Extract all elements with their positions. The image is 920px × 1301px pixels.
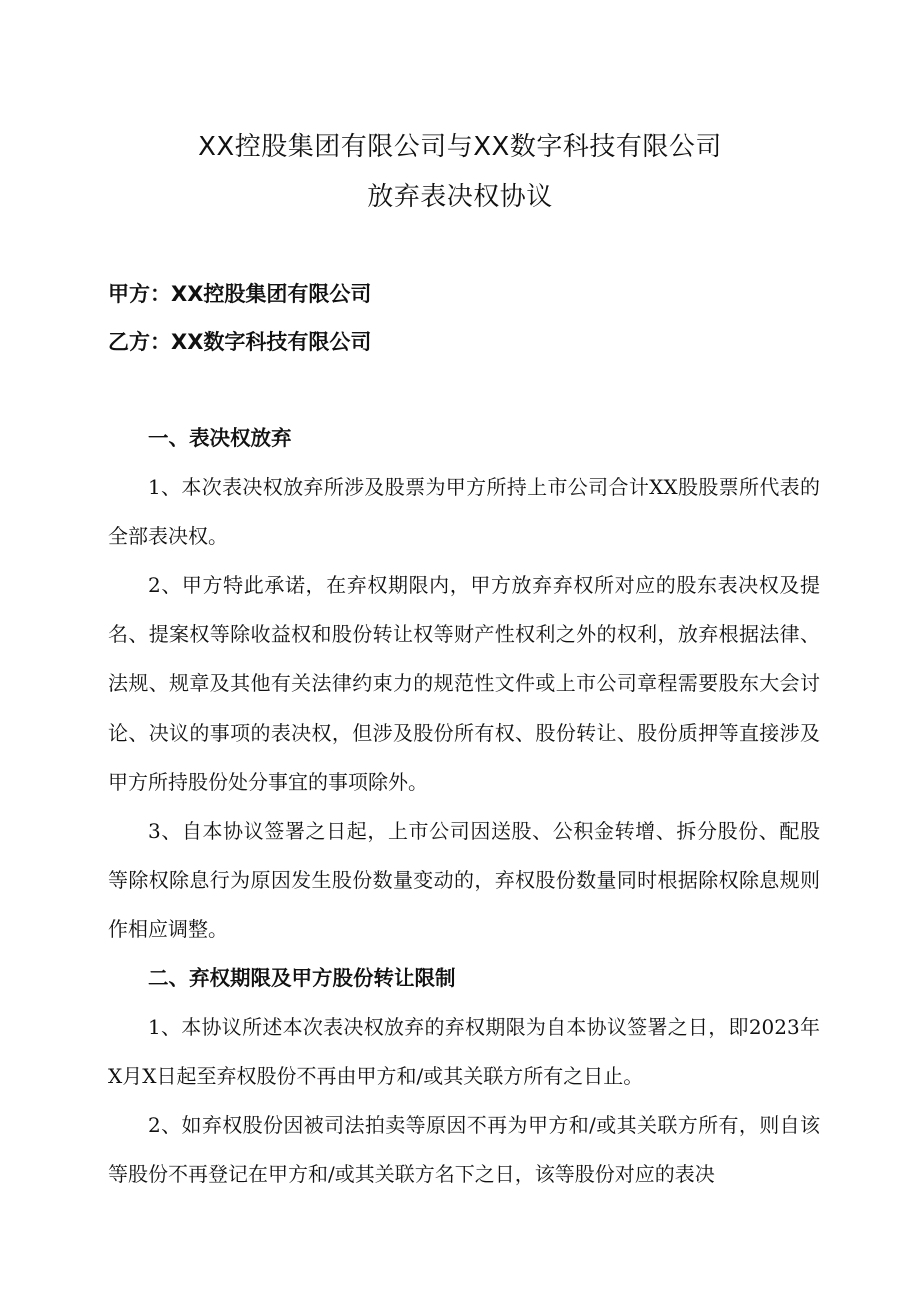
- section-heading-1: 一、表决权放弃: [148, 426, 292, 450]
- agreement-body: [108, 414, 820, 1200]
- section-2-clause-1: 1、本协议所述本次表决权放弃的弃权期限为自本协议签署之日，即2023年X月X日起至弃权股份不再由甲方和/或其关联方所有之日止。: [108, 1015, 820, 1089]
- section-heading-2: 二、弃权期限及甲方股份转让限制: [148, 966, 456, 991]
- document-title: XX控股集团有限公司与XX数字科技有限公司: [198, 132, 722, 162]
- section-2-clause-2: 2、如弃权股份因被司法拍卖等原因不再为甲方和/或其关联方所有，则自该等股份不再登记在甲方和/或其关联方名下之日，该等股份对应的表决: [108, 1113, 820, 1187]
- section-1-clause-2: 2、甲方特此承诺，在弃权期限内，甲方放弃弃权所对应的股东表决权及提名、提案权等除收益权和股份转让权等财产性权利之外的权利，放弃根据法律、法规、规章及其他有关法律约束力的规范性文件或上市公司章程需要股东大会讨论、决议的事项的表决权，但涉及股份所有权、股份转让、股份质押等直接涉及甲方所持股份处分事宜的事项除外。: [108, 573, 820, 794]
- document-subtitle: 放弃表决权协议: [367, 182, 553, 212]
- party-a: 甲方：XX控股集团有限公司: [108, 282, 372, 306]
- section-1-clause-1: 1、本次表决权放弃所涉及股票为甲方所持上市公司合计XX股股票所代表的全部表决权。: [108, 475, 820, 549]
- section-1-clause-3: 3、自本协议签署之日起，上市公司因送股、公积金转增、拆分股份、配股等除权除息行为原因发生股份数量变动的，弃权股份数量同时根据除权除息规则作相应调整。: [108, 818, 820, 941]
- party-b: 乙方：XX数字科技有限公司: [108, 330, 372, 354]
